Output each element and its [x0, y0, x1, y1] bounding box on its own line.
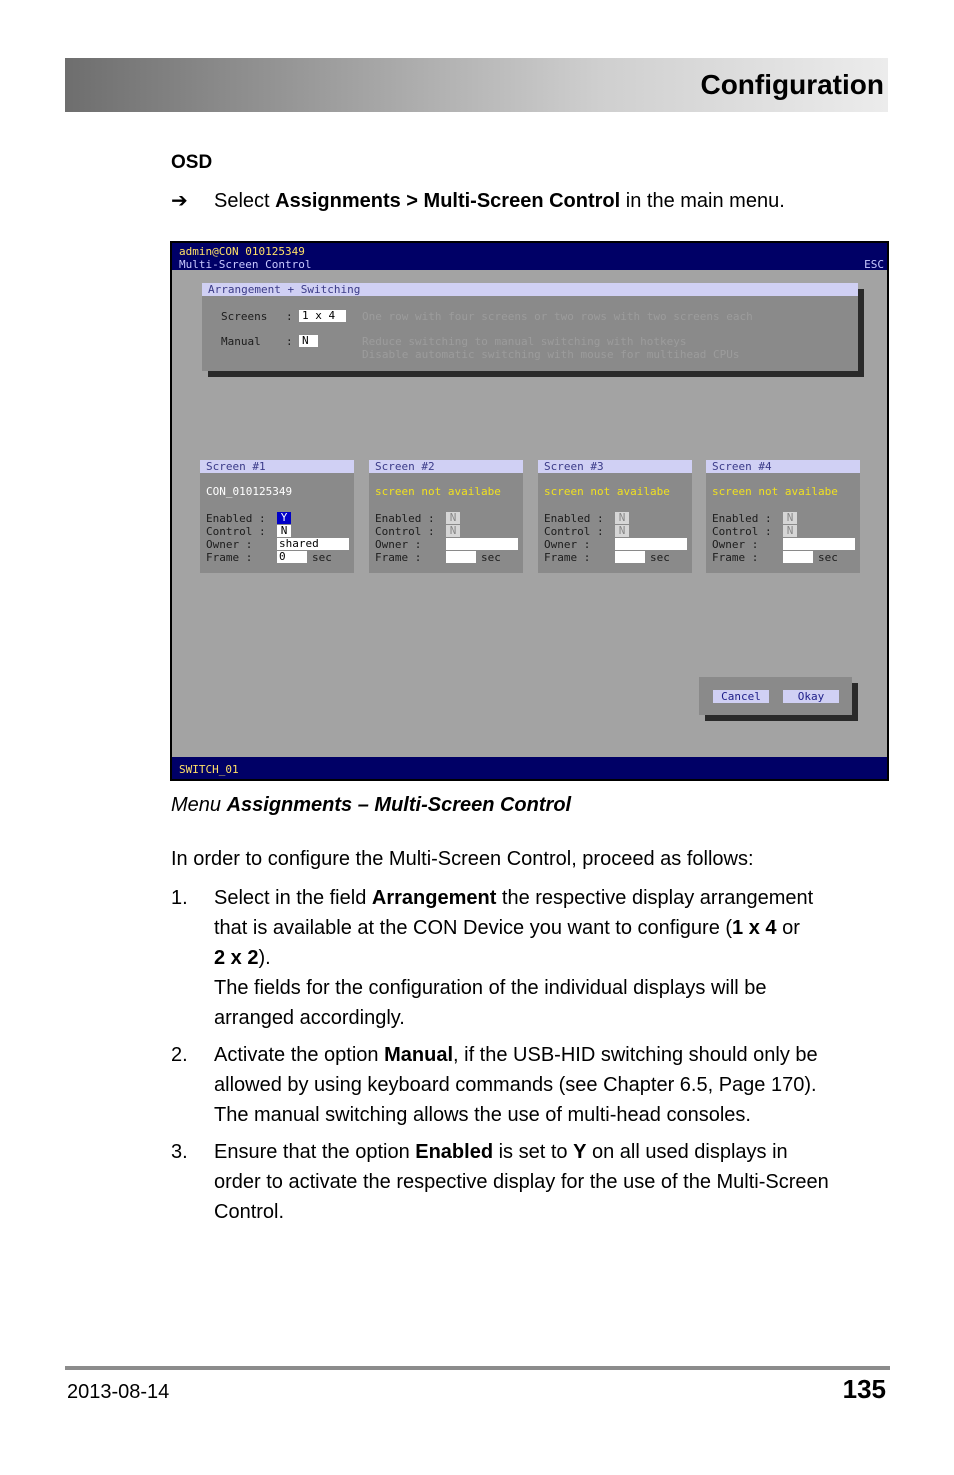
- enabled-field[interactable]: Y: [277, 512, 291, 524]
- okay-button[interactable]: Okay: [783, 690, 839, 703]
- owner-field[interactable]: [615, 538, 687, 550]
- frame-field[interactable]: 0: [277, 551, 307, 563]
- control-field[interactable]: N: [277, 525, 291, 537]
- owner-field[interactable]: shared: [277, 538, 349, 550]
- frame-field[interactable]: [446, 551, 476, 563]
- manual-description-2: Disable automatic switching with mouse for multihead CPUs: [362, 348, 740, 361]
- screen-panel-2: Screen #2 screen not availabe Enabled : N Control : N Owner : Frame : sec: [369, 460, 523, 573]
- screen-cpu: CON_010125349: [206, 485, 293, 498]
- page-title: Configuration: [700, 69, 884, 100]
- owner-field[interactable]: [446, 538, 518, 550]
- osd-esc-button[interactable]: ESC: [864, 258, 884, 271]
- section-heading: OSD: [171, 152, 213, 173]
- screen-title: Screen #1: [200, 460, 354, 473]
- osd-status-bar: [172, 757, 887, 779]
- osd-screenshot: [170, 241, 889, 781]
- arrangement-panel-title: Arrangement + Switching: [202, 283, 858, 296]
- header-bar: [65, 58, 888, 112]
- owner-field[interactable]: [783, 538, 855, 550]
- control-field[interactable]: N: [446, 525, 460, 537]
- screen-cpu: screen not availabe: [544, 485, 670, 498]
- screen-panel-1: Screen #1 CON_010125349 Enabled : Y Control : N Owner : shared Frame : 0 sec: [200, 460, 354, 573]
- page-number: 135: [842, 1374, 886, 1404]
- list-item: 2. Activate the option Manual, if the USB-HID switching should only be allowed by using keyboard commands (see Chapter 6.5, Page 170). The manual switching allows the use of multi-head consoles.: [171, 1044, 818, 1126]
- enabled-field[interactable]: N: [783, 512, 797, 524]
- screen-panel-4: Screen #4 screen not availabe Enabled : N Control : N Owner : Frame : sec: [706, 460, 860, 573]
- footer-rule: [65, 1366, 890, 1370]
- screen-cpu: screen not availabe: [712, 485, 838, 498]
- manual-label: Manual: [221, 335, 261, 348]
- intro-paragraph: In order to configure the Multi-Screen Control, proceed as follows:: [171, 848, 754, 870]
- button-panel: [699, 677, 852, 715]
- list-item: 1. Select in the field Arrangement the respective display arrangement that is available at the CON Device you want to configure (1 x 4 or 2 x 2). The fields for the configuration of the individual displays will be arranged accordingly.: [171, 887, 814, 1029]
- osd-titlebar: [172, 243, 887, 270]
- screen-panel-3: Screen #3 screen not availabe Enabled : N Control : N Owner : Frame : sec: [538, 460, 692, 573]
- manual-description-1: Reduce switching to manual switching with hotkeys: [362, 335, 687, 348]
- frame-field[interactable]: [615, 551, 645, 563]
- osd-menu-title: Multi-Screen Control: [179, 258, 312, 271]
- figure-caption: Menu Assignments – Multi-Screen Control: [171, 794, 572, 816]
- steps-list: [171, 883, 891, 1234]
- screens-description: One row with four screens or two rows with two screens each: [362, 310, 753, 323]
- screen-cpu: screen not availabe: [375, 485, 501, 498]
- footer-date: 2013-08-14: [67, 1381, 170, 1403]
- control-field[interactable]: N: [783, 525, 797, 537]
- cancel-button[interactable]: Cancel: [713, 690, 769, 703]
- list-item: 3. Ensure that the option Enabled is set to Y on all used displays in order to activate the respective display for the use of the Multi-Screen Control.: [171, 1141, 829, 1223]
- screen-title: Screen #2: [369, 460, 523, 473]
- enabled-field[interactable]: N: [446, 512, 460, 524]
- screens-field[interactable]: 1 x 4: [299, 310, 346, 322]
- arrow-icon: ➔: [171, 190, 188, 212]
- screens-label: Screens: [221, 310, 268, 323]
- osd-status-text: SWITCH_01: [179, 763, 239, 776]
- enabled-field[interactable]: N: [615, 512, 629, 524]
- frame-field[interactable]: [783, 551, 813, 563]
- screen-title: Screen #4: [706, 460, 860, 473]
- control-field[interactable]: N: [615, 525, 629, 537]
- manual-field[interactable]: N: [299, 335, 318, 347]
- screen-title: Screen #3: [538, 460, 692, 473]
- instruction: ➔ Select Assignments > Multi-Screen Control in the main menu.: [171, 190, 785, 212]
- osd-user: admin@CON 010125349: [179, 245, 305, 258]
- arrangement-panel: Arrangement + Switching Screens : 1 x 4 One row with four screens or two rows with two screens each Manual : N Reduce switching to manual switching with hotkeys Disable automatic switching with mouse for multihead CPUs: [202, 283, 858, 371]
